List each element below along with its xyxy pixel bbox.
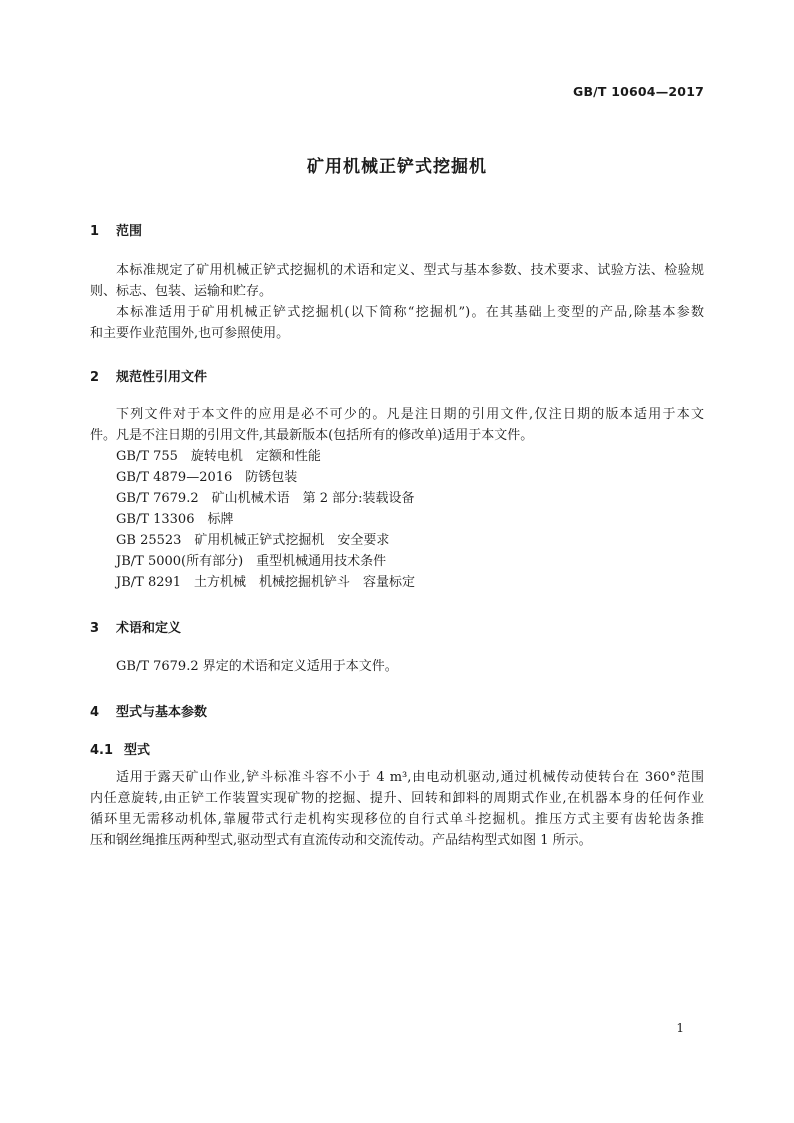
text-line: 和主要作业范围外,也可参照使用。: [90, 326, 290, 341]
reference-item: GB/T 755 旋转电机 定额和性能: [116, 449, 321, 464]
text-line: 则、标志、包装、运输和贮存。: [90, 284, 273, 299]
section-4-heading: [90, 701, 207, 720]
paragraph: [90, 656, 704, 677]
document-title: 矿用机械正铲式挖掘机: [307, 157, 487, 177]
text-line: 压和钢丝绳推压两种型式,驱动型式有直流传动和交流传动。产品结构型式如图 1 所示。: [90, 833, 592, 848]
reference-item: GB/T 13306 标牌: [116, 512, 234, 527]
section-title: 型式与基本参数: [116, 705, 208, 720]
reference-item: JB/T 8291 土方机械 机械挖掘机铲斗 容量标定: [116, 575, 416, 590]
paragraph: [90, 767, 704, 851]
subsection-title: 型式: [124, 743, 151, 758]
standard-code: GB/T 10604—2017: [572, 84, 704, 99]
reference-item: GB/T 4879—2016 防锈包装: [116, 470, 298, 485]
text-line: 下列文件对于本文件的应用是必不可少的。凡是注日期的引用文件,仅注日期的版本适用于本文: [116, 407, 704, 422]
text-line: GB/T 7679.2 界定的术语和定义适用于本文件。: [116, 659, 398, 674]
paragraph: [90, 404, 704, 446]
section-number: 1: [90, 224, 100, 239]
reference-item: JB/T 5000(所有部分) 重型机械通用技术条件: [116, 554, 387, 569]
text-line: 适用于露天矿山作业,铲斗标准斗容不小于 4 m³,由电动机驱动,通过机械传动使转台在 360°范围: [116, 770, 704, 785]
section-title: 术语和定义: [116, 621, 182, 636]
section-title: 范围: [116, 224, 143, 239]
section-title: 规范性引用文件: [116, 370, 208, 385]
section-number: 4: [90, 705, 100, 720]
section-3-heading: [90, 617, 181, 636]
section-number: 2: [90, 370, 100, 385]
paragraph: [90, 302, 704, 344]
text-line: 本标准规定了矿用机械正铲式挖掘机的术语和定义、型式与基本参数、技术要求、试验方法、检验规: [116, 263, 704, 278]
page-number: 1: [676, 1021, 684, 1035]
text-line: 内任意旋转,由正铲工作装置实现矿物的挖掘、提升、回转和卸料的周期式作业,在机器本身的任何作业: [90, 791, 704, 806]
text-line: 循环里无需移动机体,靠履带式行走机构实现移位的自行式单斗挖掘机。推压方式主要有齿轮齿条推: [90, 812, 704, 827]
section-number: 3: [90, 621, 100, 636]
paragraph: [90, 260, 704, 302]
text-line: 件。凡是不注日期的引用文件,其最新版本(包括所有的修改单)适用于本文件。: [90, 428, 534, 443]
text-line: 本标准适用于矿用机械正铲式挖掘机(以下简称“挖掘机”)。在其基础上变型的产品,除基本参数: [116, 305, 704, 320]
subsection-4-1-heading: [90, 739, 150, 758]
section-2-heading: [90, 366, 207, 385]
reference-item: GB 25523 矿用机械正铲式挖掘机 安全要求: [116, 533, 390, 548]
subsection-number: 4.1: [90, 743, 114, 758]
reference-item: GB/T 7679.2 矿山机械术语 第 2 部分:装载设备: [116, 491, 415, 506]
section-1-heading: [90, 220, 142, 239]
